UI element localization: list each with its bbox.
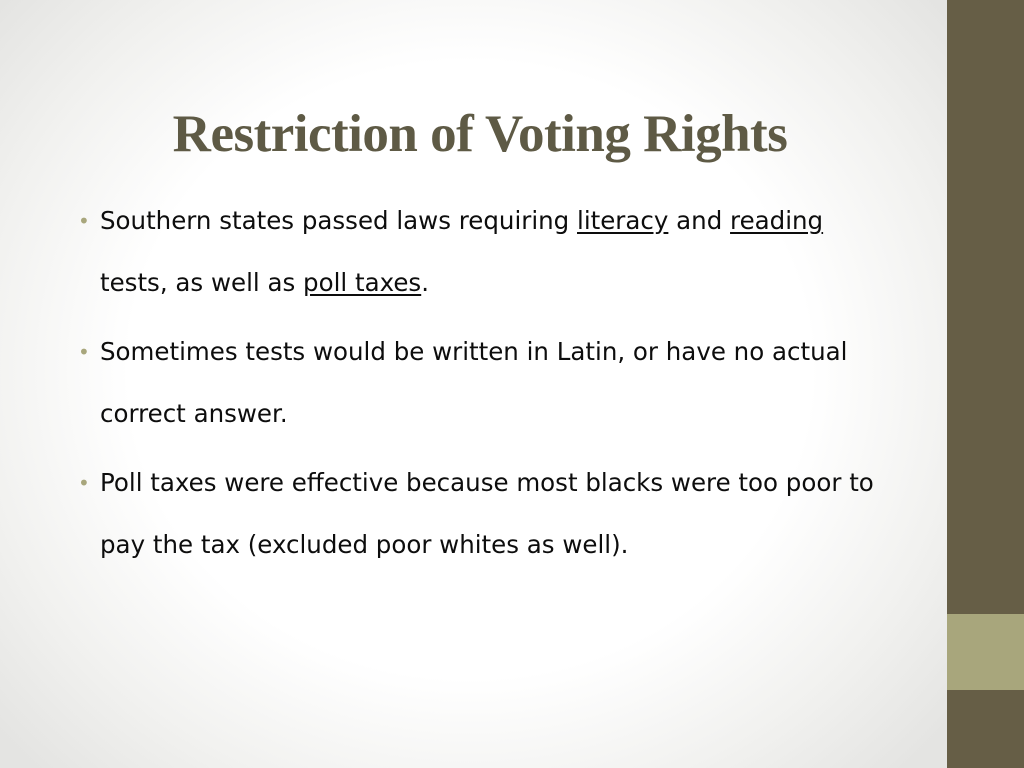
text-segment: tests, as well as [100, 268, 304, 297]
slide-title: Restriction of Voting Rights [172, 104, 788, 163]
underlined-term-literacy: literacy [577, 206, 669, 235]
underlined-term-poll-taxes: poll taxes [303, 268, 422, 297]
bullet-text: Sometimes tests would be written in Latin, or have no actual correct answer. [100, 337, 848, 428]
bullet-item [78, 452, 878, 576]
text-segment: . [421, 268, 429, 297]
bullet-marker: • [78, 340, 90, 364]
underlined-term-reading: reading [730, 206, 824, 235]
bullet-list [78, 190, 878, 583]
sidebar-accent-block [947, 614, 1024, 690]
bullet-text: Poll taxes were effective because most blacks were too poor to pay the tax (excluded poor whites as well). [100, 468, 874, 559]
bullet-text [100, 206, 823, 297]
bullet-marker: • [78, 471, 90, 495]
bullet-item [78, 321, 878, 445]
bullet-marker: • [78, 209, 90, 233]
text-segment: and [668, 206, 731, 235]
text-segment: Southern states passed laws requiring [100, 206, 578, 235]
bullet-item [78, 190, 878, 314]
